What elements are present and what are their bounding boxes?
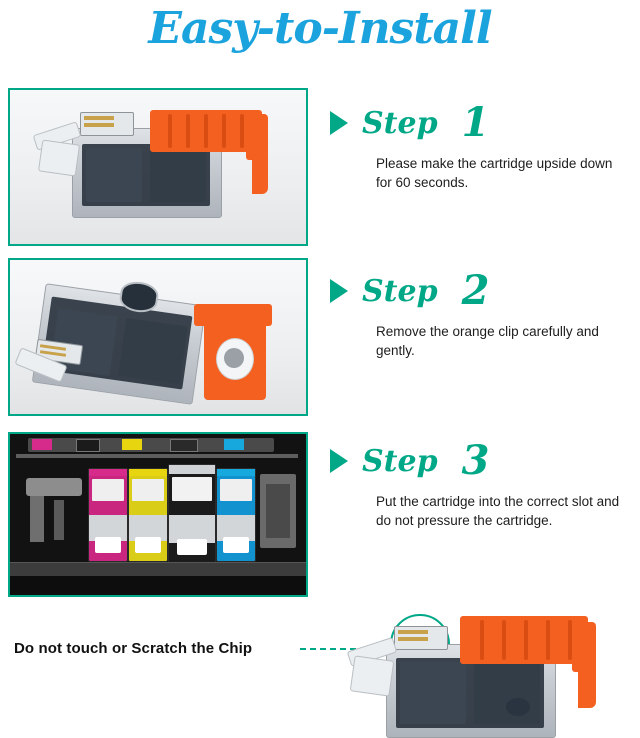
triangle-right-icon: [330, 279, 348, 303]
step-2-text: Remove the orange clip carefully and gently.: [376, 324, 599, 358]
step-1-text: Please make the cartridge upside down for 60 seconds.: [376, 156, 613, 190]
cartridge-upside-down-photo: [8, 88, 308, 246]
step-2-label: Step: [362, 273, 438, 309]
do-not-touch-chip-caption: Do not touch or Scratch the Chip: [14, 640, 253, 657]
page-title: Easy-to-Install: [148, 3, 492, 54]
triangle-right-icon: [330, 449, 348, 473]
triangle-right-icon: [330, 111, 348, 135]
step-2: [330, 268, 630, 360]
cartridge-slot-black: [168, 464, 216, 564]
step-3: [330, 438, 630, 530]
cartridge-slot-magenta: [88, 468, 128, 562]
bottom-cartridge-illustration: [330, 600, 630, 736]
cartridge-slot-cyan: [216, 468, 256, 562]
step-2-number: 2: [461, 267, 490, 314]
step-1-label: Step: [362, 105, 438, 141]
step-3-label: Step: [362, 443, 438, 479]
step-1-number: 1: [461, 99, 490, 146]
step-3-number: 3: [461, 437, 490, 484]
step-1: [330, 100, 630, 192]
printer-carriage-photo: [8, 432, 308, 597]
cartridge-slot-yellow: [128, 468, 168, 562]
remove-orange-clip-photo: [8, 258, 308, 416]
step-3-text: Put the cartridge into the correct slot and do not pressure the cartridge.: [376, 494, 620, 528]
